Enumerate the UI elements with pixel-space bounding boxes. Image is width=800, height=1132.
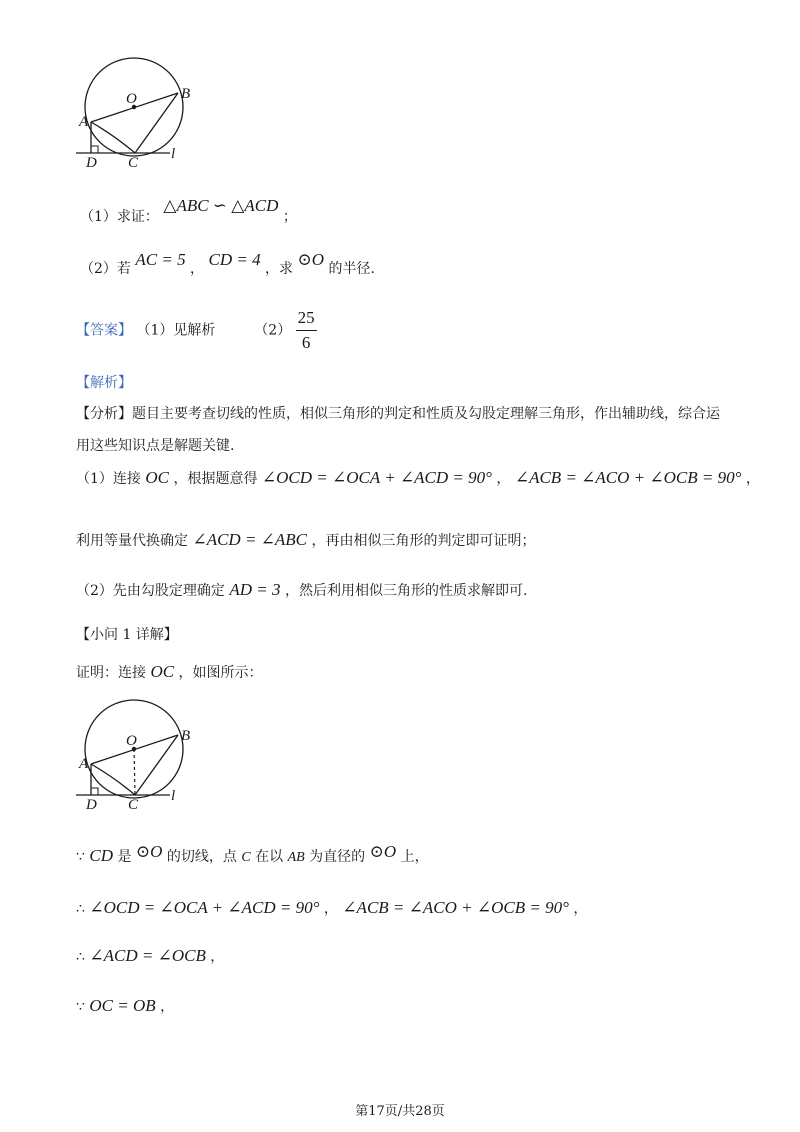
- label-a: A: [79, 756, 89, 772]
- proof-line-3: [76, 946, 224, 966]
- dashed-segment-oc: [134, 749, 135, 795]
- step1-eq1: ∠OCD = ∠OCA + ∠ACD = 90°: [261, 468, 492, 487]
- answer-tag: 【答案】: [76, 322, 132, 339]
- label-a: A: [79, 114, 89, 130]
- label-o: O: [126, 91, 137, 107]
- proof-eq-3: ∠ACD = ∠OCB: [89, 946, 206, 965]
- label-l: l: [171, 146, 176, 162]
- analysis-fenxi-tag: 【分析】: [76, 406, 132, 422]
- detail-tag: 【小问 1 详解】: [76, 627, 178, 643]
- step2-prefix: （2）先由勾股定理确定: [76, 583, 225, 599]
- proof-text-1c: 的切线，点: [166, 849, 237, 865]
- step2-suffix: ，然后利用相似三角形的性质求解即可.: [284, 583, 528, 599]
- proof-end-2: ，: [573, 901, 588, 917]
- proof-eq-2b: ∠ACB = ∠ACO + ∠OCB = 90°: [342, 898, 569, 917]
- question-2: [80, 250, 375, 278]
- fraction-denominator: 6: [301, 333, 311, 352]
- proof-line-1: [76, 842, 429, 866]
- question-2-sep1: ，: [190, 261, 205, 277]
- step1-comma: ，: [496, 471, 511, 487]
- proof-text-1f: 上，: [400, 849, 429, 865]
- label-c: C: [128, 797, 139, 812]
- proof-intro: [76, 662, 263, 682]
- proof-eq-2a: ∠OCD = ∠OCA + ∠ACD = 90°: [89, 898, 320, 917]
- proof-therefore-2: ∴: [76, 901, 85, 917]
- step1-end: ，: [745, 471, 760, 487]
- question-1: [80, 196, 297, 226]
- geometry-figure-2: [70, 682, 210, 812]
- answer-part-1: （1）见解析: [136, 322, 216, 339]
- label-b: B: [181, 86, 191, 102]
- step1b-suffix: ，再由相似三角形的判定即可证明；: [311, 533, 536, 549]
- step1-oc: OC: [145, 468, 169, 487]
- label-c: C: [128, 155, 139, 170]
- label-b: B: [181, 728, 191, 744]
- question-1-suffix: ；: [282, 209, 297, 225]
- analysis-step-1b: [76, 530, 535, 550]
- step1-prefix: （1）连接: [76, 471, 141, 487]
- analysis-line-1: [76, 398, 720, 430]
- proof-text-1e: 为直径的: [309, 849, 366, 865]
- segment-bc: [135, 735, 178, 795]
- question-2-suffix: 的半径.: [328, 261, 375, 277]
- proof-cd: CD: [89, 846, 113, 865]
- proof-eq-4: OC = OB: [89, 996, 156, 1015]
- proof-intro-prefix: 证明：连接: [76, 665, 146, 681]
- answer-fraction: [296, 308, 317, 353]
- question-2-circle: ⊙O: [297, 250, 325, 269]
- analysis-step-2: [76, 580, 527, 600]
- proof-because-1: ∵: [76, 849, 85, 865]
- question-1-prefix: （1）求证：: [80, 209, 159, 225]
- proof-line-2: [76, 898, 587, 918]
- step1-mid: ，根据题意得: [173, 471, 258, 487]
- right-angle-mark: [91, 788, 98, 795]
- question-2-prefix: （2）若: [80, 261, 131, 277]
- proof-circle-2: ⊙O: [369, 842, 397, 861]
- step2-eq: AD = 3: [229, 580, 281, 599]
- proof-circle-1: ⊙O: [135, 842, 163, 861]
- answer-line: [76, 308, 317, 353]
- proof-end-3: ，: [210, 949, 225, 965]
- analysis-tag: 【解析】: [76, 375, 132, 391]
- question-2-sep2: ，求: [265, 261, 294, 277]
- proof-therefore-3: ∴: [76, 949, 85, 965]
- analysis-line-2: 用这些知识点是解题关键.: [76, 438, 235, 454]
- analysis-text-1: 题目主要考查切线的性质，相似三角形的判定和性质及勾股定理解三角形，作出辅助线，综合运: [132, 406, 720, 422]
- proof-line-4: [76, 996, 174, 1016]
- proof-text-1b: 是: [117, 849, 132, 865]
- label-d: D: [86, 797, 97, 812]
- question-1-math: △ABC ∽ △ACD: [163, 196, 279, 215]
- proof-intro-suffix: ，如图所示：: [178, 665, 263, 681]
- proof-intro-oc: OC: [150, 662, 175, 681]
- proof-end-4: ，: [160, 999, 175, 1015]
- proof-because-4: ∵: [76, 999, 85, 1015]
- step1b-eq: ∠ACD = ∠ABC: [192, 530, 308, 549]
- step1b-prefix: 利用等量代换确定: [76, 533, 188, 549]
- proof-sep-2: ，: [323, 901, 338, 917]
- analysis-step-1: [76, 468, 760, 488]
- label-l: l: [171, 788, 176, 804]
- proof-point-c: C: [241, 850, 251, 865]
- page-footer: 第17页/共28页: [355, 1104, 445, 1119]
- proof-text-1d: 在以: [255, 849, 284, 865]
- segment-bc: [135, 93, 178, 153]
- geometry-figure-1: [70, 40, 210, 170]
- question-2-ac: AC = 5: [135, 250, 186, 269]
- right-angle-mark: [91, 146, 98, 153]
- analysis-paragraph: [76, 398, 720, 462]
- label-o: O: [126, 733, 137, 749]
- label-d: D: [86, 155, 97, 170]
- fraction-numerator: 25: [296, 308, 317, 331]
- answer-part-2-label: （2）: [254, 322, 292, 339]
- question-2-cd: CD = 4: [208, 250, 261, 269]
- step1-eq2: ∠ACB = ∠ACO + ∠OCB = 90°: [514, 468, 742, 487]
- proof-ab: AB: [287, 850, 305, 865]
